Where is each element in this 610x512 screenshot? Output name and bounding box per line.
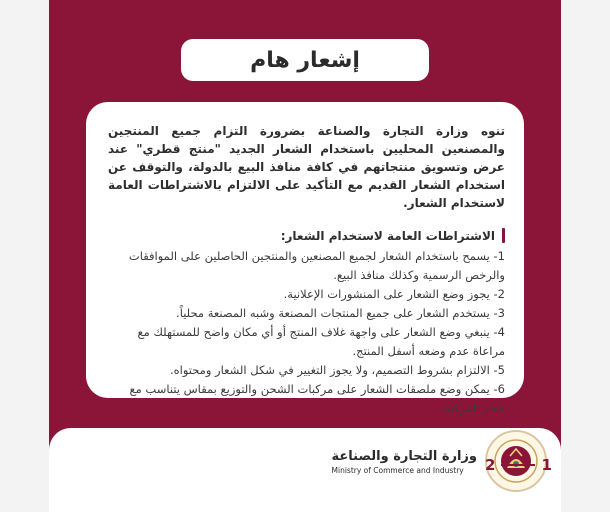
footer-bar <box>49 428 561 512</box>
condition-item: 5- الالتزام بشروط التصميم، ولا يجوز التغيير في شكل الشعار ومحتواه. <box>169 363 505 377</box>
notice-card <box>86 102 524 415</box>
conditions-heading-text: الاشتراطات العامة لاستخدام الشعار: <box>280 228 495 243</box>
condition-item: 1- يسمح باستخدام الشعار لجميع المصنعين والمنتجين الحاصلين على الموافقات والرخص الرسمية وكذلك منافذ البيع. <box>128 249 505 282</box>
ministry-name-english: Ministry of Commerce and Industry <box>331 465 464 475</box>
notice-panel <box>49 0 561 512</box>
heading-accent-bar <box>502 228 505 243</box>
condition-item: 2- يجوز وضع الشعار على المنشورات الإعلانية. <box>283 287 505 301</box>
condition-item: 6- يمكن وضع ملصقات الشعار على مركبات الشحن والتوزيع بمقاس يتناسب مع حجم المركبة. <box>129 382 505 415</box>
conditions-list <box>108 247 505 418</box>
page-title: إشعار هام <box>181 39 429 81</box>
ministry-name-block <box>332 448 477 475</box>
page-total: 1 <box>541 456 552 474</box>
intro-paragraph: تنوه وزارة التجارة والصناعة بضرورة التزام جميع المنتجين والمصنعين المحليين باستخدام الشعار الجديد "منتج قطري" عند عرض وتسويق منتجاتهم في كافة منافذ البيع بالدولة، والتوقف عن استخدام الشعار القديم مع التأكيد على الالتزام بالاشتراطات العامة لاستخدام الشعار. <box>108 124 505 210</box>
ministry-name-arabic: وزارة التجارة والصناعة <box>331 448 477 464</box>
conditions-heading <box>108 228 505 243</box>
page-current: 2 <box>485 456 496 474</box>
page-separator <box>501 464 535 466</box>
page-indicator <box>485 456 552 474</box>
condition-item: 3- يستخدم الشعار على جميع المنتجات المصنعة وشبه المصنعة محلياً. <box>176 306 505 320</box>
condition-item: 4- ينبغي وضع الشعار على واجهة غلاف المنتج أو أي مكان واضح للمستهلك مع مراعاة عدم وضعه أسفل المنتج. <box>137 325 505 358</box>
